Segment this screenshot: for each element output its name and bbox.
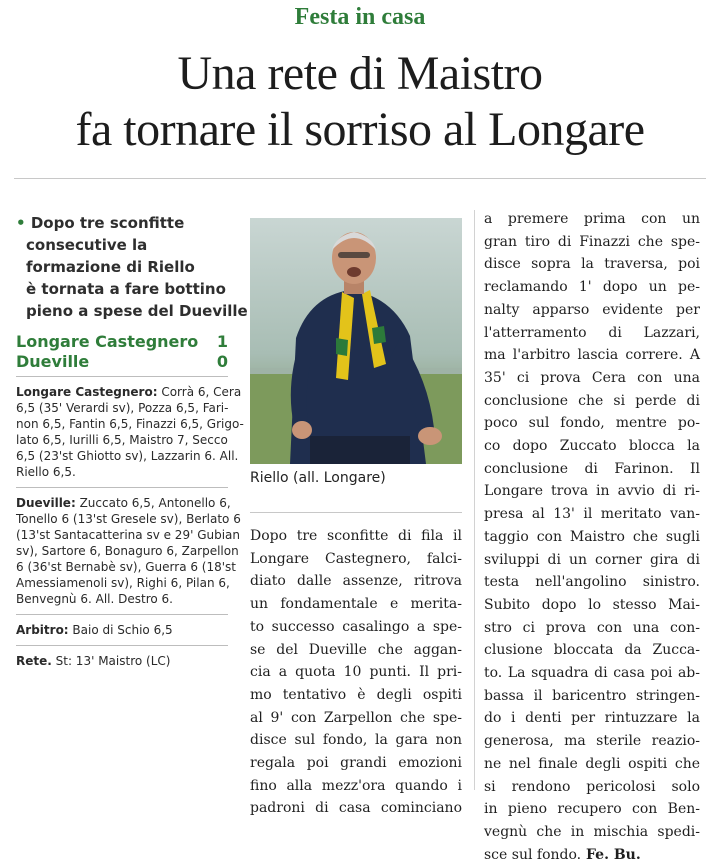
- header-divider: [14, 178, 706, 179]
- summary: [16, 212, 248, 322]
- home-lineup-label: Longare Castegnero:: [16, 385, 158, 399]
- body-line: ne nel finale degli ospiti che: [484, 755, 700, 772]
- away-lineup-text: Tonello 6 (13'st Gresele sv), Berlato 6: [16, 512, 241, 526]
- body-line: gran tiro di Finazzi che spe-: [484, 233, 700, 250]
- scoreboard: [16, 332, 228, 372]
- column-divider: [474, 210, 475, 790]
- bullet-icon: •: [16, 214, 26, 232]
- body-line: to. La squadra di casa poi ab-: [484, 665, 700, 682]
- photo-caption: Riello (all. Longare): [250, 470, 386, 486]
- away-lineup-text: Zuccato 6,5, Antonello 6,: [75, 496, 231, 510]
- away-lineup-text: 6 (36'st Bernabè sv), Guerra 6 (18'st: [16, 560, 237, 574]
- summary-line: è tornata a fare bottino: [26, 280, 226, 298]
- away-lineup-text: Benvegnù 6. All. Destro 6.: [16, 592, 173, 606]
- body-line: Dopo tre sconfitte di fila il: [250, 528, 462, 544]
- headline: [0, 46, 720, 158]
- body-line: al 9' con Zarpellon che spe-: [250, 709, 462, 726]
- goals-text: St: 13' Maistro (LC): [51, 654, 171, 668]
- body-line: co dopo Zuccato blocca la: [484, 438, 700, 455]
- headline-line-2: fa tornare il sorriso al Longare: [75, 103, 645, 156]
- home-lineup: [16, 381, 244, 483]
- body-line: nalty apparso evidente per: [484, 301, 700, 318]
- goals-label: Rete.: [16, 654, 52, 668]
- home-lineup-text: lato 6,5, Iurilli 6,5, Maistro 7, Secco: [16, 433, 228, 447]
- score-row-home: [16, 332, 228, 352]
- divider: [16, 614, 228, 615]
- summary-line: formazione di Riello: [26, 258, 195, 276]
- away-lineup-label: Dueville:: [16, 496, 76, 510]
- body-line: si rendono pericolosi solo: [484, 778, 700, 795]
- body-line: disce sopra la traversa, poi: [484, 256, 700, 273]
- body-line: vegnù che in mischia spedi-: [484, 823, 700, 840]
- headline-line-1: Una rete di Maistro: [177, 47, 543, 100]
- article-body-column-1: [250, 525, 462, 820]
- body-line: bassa il baricentro stringen-: [484, 687, 700, 704]
- referee-label: Arbitro:: [16, 623, 69, 637]
- away-goals: 0: [216, 352, 228, 371]
- summary-line: pieno a spese del Dueville: [26, 302, 248, 320]
- score-row-away: [16, 352, 228, 372]
- body-line: Longare trova in avvio di ri-: [484, 483, 700, 500]
- divider: [16, 487, 228, 488]
- body-line: a premere prima con un: [484, 211, 700, 227]
- body-line: do i denti per rintuzzare la: [484, 710, 700, 727]
- body-line: taggio con Maistro che sugli: [484, 528, 700, 545]
- home-goals: 1: [216, 332, 228, 351]
- referee: [16, 619, 228, 641]
- body-line-last: [484, 844, 700, 866]
- body-line: conclusione di Farinon. Il: [484, 460, 700, 477]
- away-lineup-text: (13'st Santacatterina sv e 29' Gubian: [16, 528, 241, 542]
- body-line: Subito dopo lo stesso Mai-: [484, 596, 700, 613]
- body-line: testa nell'angolino sinistro.: [484, 574, 700, 591]
- body-line: poco sul fondo, mentre po-: [484, 415, 700, 432]
- home-lineup-text: 6,5 (23'st Ghiotto sv), Lazzarin 6. All.: [16, 449, 239, 463]
- divider: [16, 376, 228, 377]
- away-team: Dueville: [16, 352, 90, 371]
- byline: Fe. Bu.: [581, 846, 641, 863]
- body-line: 35' ci prova Cera con una: [484, 369, 700, 386]
- summary-line: consecutive la: [26, 236, 148, 254]
- body-line: l'atterramento di Lazzari,: [484, 324, 700, 341]
- referee-text: Baio di Schio 6,5: [68, 623, 173, 637]
- body-line: Longare Castegnero, falci-: [250, 550, 462, 567]
- body-line: generosa, ma sterile reazio-: [484, 733, 700, 750]
- body-line: conclusione che si perde di: [484, 392, 700, 409]
- body-line: stro ci prova con una con-: [484, 619, 700, 636]
- body-line: cia a quota 10 punti. Il pri-: [250, 664, 462, 681]
- body-line: mo tentativo è degli ospiti: [250, 686, 462, 703]
- body-line: diato dalle assenze, ritrova: [250, 573, 462, 590]
- home-lineup-text: non 6,5, Fantin 6,5, Finazzi 6,5, Grigo-: [16, 417, 244, 431]
- body-line: sviluppi di un corner gira di: [484, 551, 700, 568]
- body-line: padroni di casa cominciano: [250, 800, 462, 817]
- away-lineup-text: sv), Sartore 6, Bonaguro 6, Zarpellon: [16, 544, 239, 558]
- goals: [16, 650, 228, 672]
- body-line: fino alla mezz'ora quando i: [250, 777, 462, 794]
- away-lineup: [16, 492, 241, 610]
- kicker: Festa in casa: [294, 4, 426, 30]
- body-line: disce sul fondo, la gara non: [250, 732, 462, 749]
- body-line: un fondamentale e merita-: [250, 596, 462, 613]
- home-team: Longare Castegnero: [16, 332, 199, 351]
- home-lineup-text: Corrà 6, Cera: [157, 385, 242, 399]
- body-line: in pieno recupero con Ben-: [484, 801, 700, 818]
- body-line: reclamando 1' dopo un pe-: [484, 279, 700, 296]
- summary-line: Dopo tre sconfitte: [30, 214, 185, 232]
- coach-photo: [250, 218, 462, 464]
- body-line: ma l'arbitro lascia correre. A: [484, 347, 700, 364]
- body-line-end: sce sul fondo.: [484, 846, 582, 863]
- article-body-column-2: [484, 208, 700, 866]
- body-line: to successo casalingo a spe-: [250, 618, 462, 635]
- away-lineup-text: Amessiamenoli sv), Righi 6, Pilan 6,: [16, 576, 230, 590]
- home-lineup-text: 6,5 (35' Verardi sv), Pozza 6,5, Fari-: [16, 401, 229, 415]
- body-line: clusione bloccata da Zucca-: [484, 642, 700, 659]
- body-line: regala poi grandi emozioni: [250, 755, 462, 772]
- divider: [16, 645, 228, 646]
- caption-divider: [250, 512, 462, 513]
- home-lineup-text: Riello 6,5.: [16, 465, 76, 479]
- match-info-column: [16, 212, 248, 672]
- body-line: se del Dueville che aggan-: [250, 641, 462, 658]
- body-line: presa al 13' il meritato van-: [484, 506, 700, 523]
- coach-photo-image: [250, 218, 462, 464]
